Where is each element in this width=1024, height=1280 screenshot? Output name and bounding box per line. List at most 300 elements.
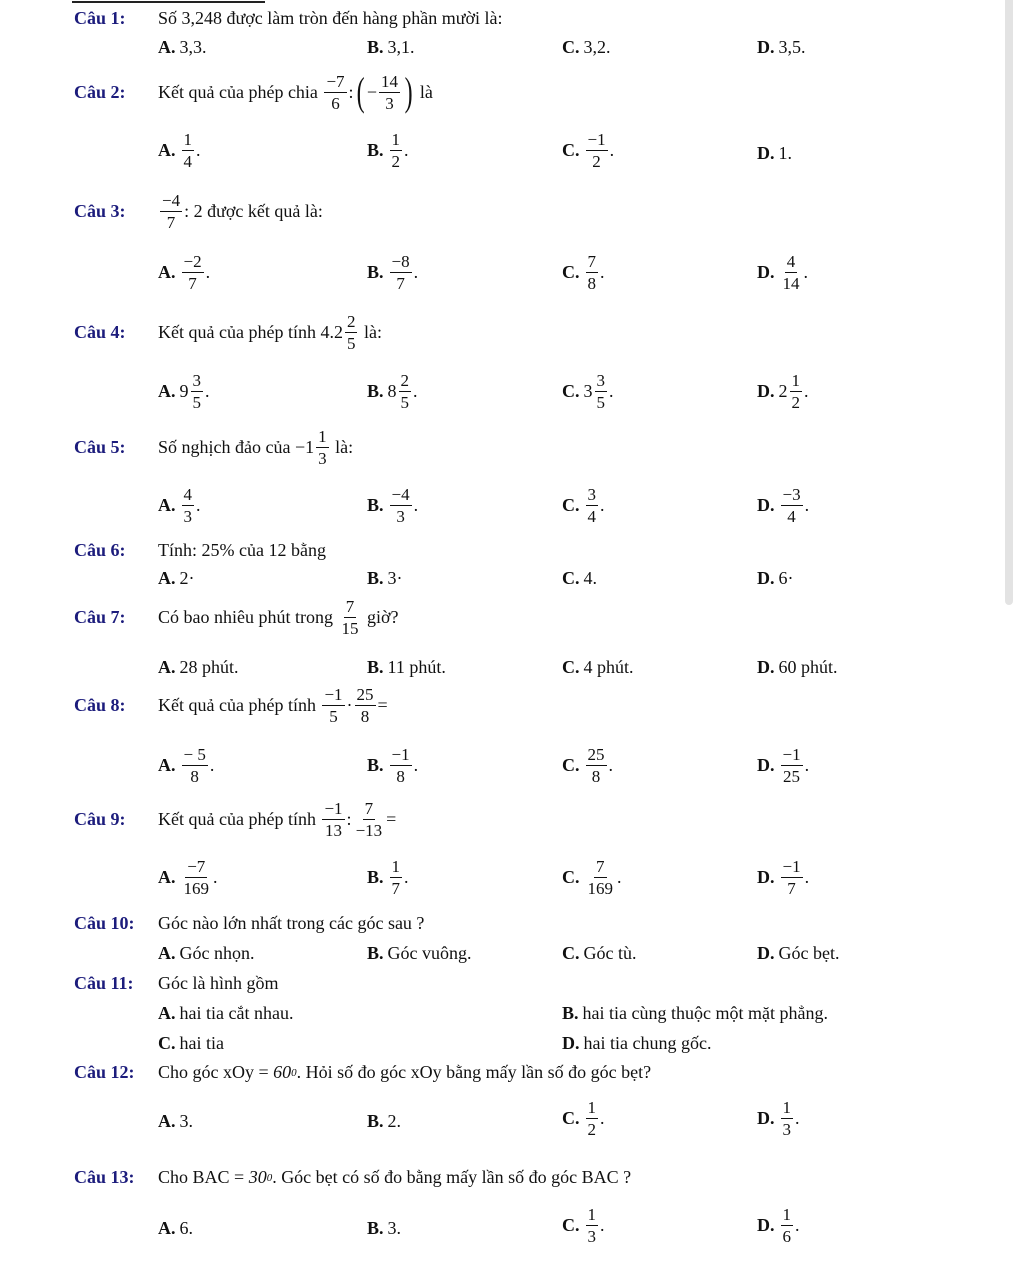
option-letter: A.: [158, 568, 176, 588]
question-text: Góc là hình gồm: [158, 973, 279, 993]
numerator: −1: [782, 745, 801, 764]
fraction: [339, 598, 360, 637]
option-end: .: [600, 1215, 605, 1235]
option-a[interactable]: [158, 372, 210, 411]
option-end: .: [205, 381, 210, 401]
option-value: 11 phút.: [387, 657, 446, 677]
option-letter: B.: [562, 1003, 579, 1023]
option-value: Góc vuông.: [387, 943, 472, 963]
option-c[interactable]: [562, 253, 605, 292]
operator: :: [348, 81, 354, 102]
denominator: 5: [596, 393, 605, 412]
fraction: [379, 73, 400, 112]
numerator: −3: [782, 485, 801, 504]
fraction: [586, 1206, 599, 1245]
option-letter: C.: [562, 381, 580, 401]
option-end: .: [213, 867, 218, 887]
denominator: 3: [587, 1227, 596, 1246]
option-a[interactable]: [158, 1111, 193, 1132]
option-d[interactable]: [757, 1099, 800, 1138]
fraction: [781, 746, 803, 785]
option-end: .: [804, 381, 809, 401]
option-letter: C.: [562, 867, 580, 887]
denominator: 3: [782, 1120, 791, 1139]
question-13: [74, 1167, 631, 1188]
question-5: [74, 428, 353, 467]
option-c[interactable]: [562, 131, 614, 170]
whole-part: 3: [583, 381, 593, 401]
option-end: .: [404, 140, 409, 160]
fraction: [182, 486, 195, 525]
option-letter: A.: [158, 37, 176, 57]
numerator: −4: [391, 485, 410, 504]
question-text: [158, 800, 396, 839]
fraction: [324, 73, 346, 112]
angle-value: 60: [273, 1062, 292, 1082]
fraction: [345, 313, 358, 352]
fraction: [790, 372, 803, 411]
question-10: [74, 913, 424, 934]
fraction: [390, 858, 403, 897]
operator: :: [346, 809, 352, 829]
option-value: 3.: [387, 1218, 402, 1238]
numerator: 1: [318, 427, 327, 446]
option-letter: A.: [158, 381, 176, 401]
option-letter: D.: [757, 37, 775, 57]
question-label: Câu 4:: [74, 322, 126, 342]
denominator: 8: [587, 274, 596, 293]
question-text: Tính: 25% của 12 bằng: [158, 540, 326, 560]
numerator: 1: [183, 130, 192, 149]
option-a[interactable]: [158, 1003, 293, 1024]
fraction: [586, 858, 616, 897]
fraction: [316, 428, 329, 467]
question-suffix: là:: [363, 322, 382, 342]
option-letter: C.: [562, 568, 580, 588]
numerator: −8: [391, 252, 410, 271]
option-value: hai tia cắt nhau.: [179, 1003, 294, 1023]
angle-name: BAC: [192, 1167, 230, 1187]
option-end: .: [413, 495, 419, 515]
option-a[interactable]: [158, 37, 207, 58]
question-prefix: Số nghịch đảo của: [158, 437, 291, 457]
option-a[interactable]: [158, 657, 239, 678]
option-letter: C.: [562, 1108, 580, 1128]
denominator: 8: [591, 767, 601, 786]
option-a[interactable]: [158, 253, 210, 292]
option-letter: D.: [562, 1033, 580, 1053]
mixed-number: [295, 428, 331, 467]
fraction: [586, 131, 608, 170]
denominator: 14: [782, 274, 800, 293]
option-a[interactable]: [158, 131, 201, 170]
denominator: 5: [329, 707, 338, 726]
fraction: [390, 253, 412, 292]
option-value: 3,1.: [387, 37, 415, 57]
option-value: 1.: [778, 143, 792, 163]
option-c[interactable]: [562, 37, 611, 58]
option-letter: A.: [158, 495, 176, 515]
numerator: 1: [391, 857, 401, 876]
whole-part: 2: [778, 381, 788, 401]
fraction: [355, 686, 376, 725]
option-value: 3·: [387, 568, 403, 588]
option-d[interactable]: [757, 37, 806, 58]
option-d[interactable]: [757, 372, 809, 411]
denominator: 4: [183, 152, 192, 171]
option-c[interactable]: [562, 1099, 605, 1138]
numerator: 25: [587, 745, 605, 764]
option-end: .: [804, 755, 810, 775]
option-value: 2·: [179, 568, 195, 588]
degree-sign: 0: [266, 1171, 273, 1184]
option-d[interactable]: [757, 858, 809, 897]
option-end: .: [804, 495, 810, 515]
fraction: [160, 192, 182, 231]
operator: : 2: [184, 201, 203, 221]
question-text: [158, 686, 388, 725]
option-letter: B.: [367, 381, 384, 401]
option-c[interactable]: [158, 1033, 224, 1054]
option-letter: C.: [562, 657, 580, 677]
question-text: [158, 69, 433, 114]
option-letter: B.: [367, 495, 384, 515]
denominator: 2: [592, 152, 601, 171]
option-letter: C.: [562, 140, 580, 160]
option-d[interactable]: [562, 1033, 711, 1054]
option-b[interactable]: [367, 858, 409, 897]
option-letter: C.: [158, 1033, 176, 1053]
question-text: [158, 313, 382, 352]
option-a[interactable]: [158, 486, 201, 525]
option-letter: A.: [158, 867, 176, 887]
option-letter: C.: [562, 1215, 580, 1235]
option-a[interactable]: [158, 1218, 193, 1239]
option-value: 3,2.: [583, 37, 611, 57]
denominator: 15: [341, 619, 359, 638]
option-c[interactable]: [562, 943, 637, 964]
numerator: 2: [400, 371, 410, 390]
fraction: [390, 486, 412, 525]
question-suffix: . Góc bẹt có số đo bằng mấy lần số đo góc BAC ?: [272, 1167, 632, 1187]
option-letter: B.: [367, 140, 384, 160]
option-end: .: [600, 1108, 605, 1128]
numerator: 14: [381, 71, 399, 91]
question-4: [74, 313, 382, 352]
option-end: .: [608, 755, 613, 775]
numerator: −1: [782, 857, 801, 876]
numerator: 1: [391, 130, 401, 149]
angle-value: 30: [248, 1167, 267, 1187]
denominator: 13: [325, 821, 342, 840]
option-letter: A.: [158, 1218, 176, 1238]
option-c[interactable]: [562, 746, 613, 785]
numerator: 3: [587, 485, 596, 504]
open-paren: (: [356, 69, 365, 114]
question-1: [74, 8, 503, 29]
denominator: 7: [391, 879, 401, 898]
fraction: [781, 486, 803, 525]
denominator: 2: [791, 393, 800, 412]
option-letter: C.: [562, 943, 580, 963]
option-letter: A.: [158, 140, 176, 160]
numerator: 4: [183, 485, 192, 504]
option-value: Góc bẹt.: [778, 943, 840, 963]
option-letter: D.: [757, 755, 775, 775]
vertical-scrollbar[interactable]: [1005, 0, 1013, 605]
denominator: 5: [192, 393, 201, 412]
option-end: .: [795, 1215, 800, 1235]
numerator: −2: [183, 252, 202, 271]
option-letter: B.: [367, 867, 384, 887]
option-d[interactable]: [757, 746, 809, 785]
top-rule: [72, 1, 265, 3]
option-value: 3.: [179, 1111, 193, 1131]
option-letter: D.: [757, 1215, 775, 1235]
option-value: 28 phút.: [179, 657, 239, 677]
mixed-number: [334, 313, 360, 352]
option-end: .: [617, 867, 622, 887]
denominator: 8: [396, 767, 405, 786]
denominator: 3: [183, 507, 192, 526]
option-value: hai tia: [179, 1033, 224, 1053]
numerator: 7: [596, 857, 605, 876]
question-text: [158, 192, 323, 231]
option-a[interactable]: [158, 943, 255, 964]
option-letter: D.: [757, 143, 775, 163]
option-value: 3,5.: [778, 37, 806, 57]
fraction: [399, 372, 412, 411]
question-prefix: Cho: [158, 1167, 189, 1187]
degree-sign: 0: [291, 1066, 297, 1079]
option-letter: A.: [158, 1111, 176, 1131]
equals-sign: =: [258, 1062, 269, 1082]
numerator: 3: [596, 371, 605, 390]
option-b[interactable]: [367, 37, 415, 58]
fraction: [322, 686, 344, 725]
option-b[interactable]: [367, 568, 403, 589]
option-letter: D.: [757, 867, 775, 887]
option-value: 4.: [583, 568, 597, 588]
fraction: [182, 858, 212, 897]
option-value: hai tia cùng thuộc một mặt phẳng.: [582, 1003, 828, 1023]
option-value: 3,3.: [179, 37, 207, 57]
option-letter: D.: [757, 262, 775, 282]
denominator: 25: [783, 767, 801, 786]
question-label: Câu 3:: [74, 201, 126, 221]
numerator: 1: [782, 1205, 791, 1224]
option-a[interactable]: [158, 568, 195, 589]
question-2: [74, 69, 433, 114]
fraction: [191, 372, 204, 411]
option-value: hai tia chung gốc.: [583, 1033, 712, 1053]
option-b[interactable]: [367, 746, 418, 785]
option-end: .: [196, 495, 201, 515]
denominator: 2: [587, 1120, 596, 1139]
question-text: [158, 428, 353, 467]
question-text: [158, 1062, 651, 1083]
question-prefix: Cho góc: [158, 1062, 219, 1082]
option-letter: C.: [562, 755, 580, 775]
option-b[interactable]: [367, 131, 409, 170]
option-b[interactable]: [367, 1111, 401, 1132]
question-suffix: giờ?: [366, 607, 399, 627]
numerator: −4: [162, 191, 181, 210]
denominator: 7: [166, 213, 176, 232]
option-letter: C.: [562, 262, 580, 282]
option-letter: B.: [367, 568, 384, 588]
option-letter: A.: [158, 755, 176, 775]
numerator: − 5: [183, 745, 206, 764]
question-8: [74, 686, 388, 725]
question-label: Câu 1:: [74, 8, 126, 28]
option-c[interactable]: [562, 486, 605, 525]
option-letter: B.: [367, 755, 384, 775]
option-b[interactable]: [367, 657, 446, 678]
numerator: −1: [587, 130, 606, 149]
option-b[interactable]: [367, 1218, 401, 1239]
option-d[interactable]: [757, 143, 792, 164]
question-suffix: là: [419, 81, 433, 102]
option-a[interactable]: [158, 858, 218, 897]
numerator: −1: [324, 799, 343, 818]
option-end: .: [609, 140, 615, 160]
option-d[interactable]: [757, 253, 808, 292]
question-text: [158, 1167, 631, 1188]
denominator: 5: [346, 334, 356, 353]
option-c[interactable]: [562, 1206, 605, 1245]
numerator: 4: [786, 252, 796, 271]
option-b[interactable]: [367, 372, 418, 411]
fraction: [781, 1099, 794, 1138]
option-letter: B.: [367, 262, 384, 282]
option-letter: A.: [158, 262, 176, 282]
denominator: 7: [787, 879, 796, 898]
question-text: Góc nào lớn nhất trong các góc sau ?: [158, 913, 425, 933]
fraction: [390, 746, 412, 785]
option-letter: B.: [367, 943, 384, 963]
question-prefix: Kết quả của phép tính: [158, 809, 316, 829]
option-d[interactable]: [757, 943, 839, 964]
denominator: 5: [400, 393, 410, 412]
option-letter: D.: [757, 495, 775, 515]
option-end: .: [209, 755, 215, 775]
numerator: 7: [364, 799, 374, 818]
option-d[interactable]: [757, 568, 794, 589]
fraction: [182, 253, 204, 292]
option-value: Góc nhọn.: [179, 943, 255, 963]
fraction: [586, 253, 599, 292]
numerator: 2: [346, 312, 356, 331]
option-c[interactable]: [562, 858, 622, 897]
equals-sign: =: [377, 695, 388, 715]
option-c[interactable]: [562, 568, 597, 589]
numerator: 1: [791, 371, 800, 390]
denominator: 3: [396, 507, 405, 526]
option-letter: D.: [757, 943, 775, 963]
question-label: Câu 5:: [74, 437, 126, 457]
question-label: Câu 8:: [74, 695, 126, 715]
numerator: −7: [326, 71, 345, 91]
question-6: [74, 540, 326, 561]
option-letter: B.: [367, 37, 384, 57]
denominator: 3: [318, 449, 327, 468]
option-end: .: [413, 262, 419, 282]
question-suffix: . Hỏi số đo góc xOy bằng mấy lần số đo góc bẹt?: [296, 1062, 652, 1082]
denominator: 6: [331, 93, 340, 113]
question-prefix: Kết quả của phép tính: [158, 695, 316, 715]
numerator: 1: [587, 1098, 596, 1117]
question-label: Câu 7:: [74, 607, 126, 627]
question-label: Câu 13:: [74, 1167, 135, 1187]
option-d[interactable]: [757, 657, 838, 678]
minus-sign: −: [366, 81, 378, 102]
fraction: [781, 253, 802, 292]
question-prefix: Có bao nhiêu phút trong: [158, 607, 333, 627]
option-letter: D.: [757, 1108, 775, 1128]
option-value: 6·: [778, 568, 794, 588]
fraction: [322, 800, 344, 839]
option-end: .: [404, 867, 409, 887]
option-end: .: [196, 140, 201, 160]
option-end: .: [609, 381, 614, 401]
option-letter: D.: [757, 381, 775, 401]
question-text: Số 3,248 được làm tròn đến hàng phần mười là:: [158, 8, 503, 28]
option-letter: A.: [158, 943, 176, 963]
option-letter: A.: [158, 657, 176, 677]
denominator: 169: [183, 879, 209, 898]
option-end: .: [803, 262, 808, 282]
question-label: Câu 6:: [74, 540, 126, 560]
option-d[interactable]: [757, 486, 809, 525]
fraction: [354, 800, 385, 839]
fraction: [781, 1206, 794, 1245]
angle-name: xOy: [223, 1062, 254, 1082]
option-end: .: [205, 262, 211, 282]
question-label: Câu 9:: [74, 809, 126, 829]
option-letter: B.: [367, 657, 384, 677]
denominator: −13: [355, 821, 383, 840]
option-b[interactable]: [367, 253, 418, 292]
denominator: 8: [190, 767, 199, 786]
option-b[interactable]: [562, 1003, 828, 1024]
option-b[interactable]: [367, 486, 418, 525]
option-value: 60 phút.: [778, 657, 838, 677]
option-c[interactable]: [562, 372, 614, 411]
option-d[interactable]: [757, 1206, 800, 1245]
option-b[interactable]: [367, 943, 472, 964]
option-end: .: [413, 755, 419, 775]
option-letter: A.: [158, 1003, 176, 1023]
whole-part: 8: [387, 381, 397, 401]
option-letter: C.: [562, 37, 580, 57]
option-letter: D.: [757, 657, 775, 677]
option-letter: B.: [367, 1111, 384, 1131]
denominator: 7: [396, 274, 405, 293]
option-c[interactable]: [562, 657, 634, 678]
numerator: −1: [324, 685, 343, 704]
option-a[interactable]: [158, 746, 214, 785]
denominator: 7: [188, 274, 197, 293]
question-9: [74, 800, 396, 839]
question-label: Câu 2:: [74, 81, 126, 102]
whole-part: 2: [333, 322, 343, 342]
whole-part: −1: [294, 437, 315, 457]
numerator: 1: [587, 1205, 596, 1224]
fraction: [586, 746, 607, 785]
question-suffix: là:: [335, 437, 354, 457]
question-suffix: được kết quả là:: [207, 201, 323, 221]
